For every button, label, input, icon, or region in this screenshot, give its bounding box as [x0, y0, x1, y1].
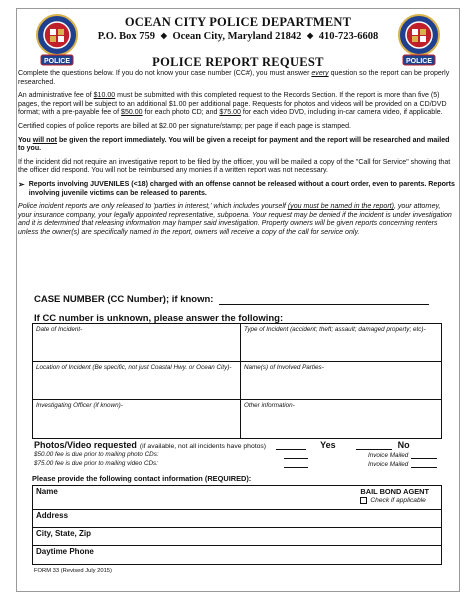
arrow-bullet-icon: ➢ — [18, 179, 25, 189]
grid-row — [33, 362, 441, 400]
grid-row — [33, 400, 441, 438]
badge-text: POLICE — [43, 58, 71, 65]
invoice-mailed-label: Invoice Mailed — [368, 452, 409, 459]
text: every — [311, 70, 329, 77]
form-title: POLICE REPORT REQUEST — [152, 55, 324, 69]
form-header — [97, 15, 379, 70]
text: You — [18, 136, 33, 144]
po-box: P.O. Box 759 — [97, 31, 156, 42]
no-blank[interactable] — [356, 442, 392, 450]
involved-parties-field[interactable]: Name(s) of Involved Parties- — [244, 364, 324, 371]
form-footer: FORM 33 (Revised July 2015) — [34, 568, 112, 574]
instruction-fees — [18, 92, 456, 118]
instruction-p1 — [18, 70, 456, 87]
video-fee-text: $75.00 fee is due prior to mailing video CDs: — [34, 460, 158, 467]
bail-bond-label: BAIL BOND AGENT — [360, 487, 429, 496]
text: for each video DVD, including in-car camera video, if applicable. — [240, 109, 443, 117]
video-fee-blank[interactable] — [284, 460, 308, 468]
incident-info-grid — [32, 323, 442, 439]
instruction-call-for-service: If the incident did not require an investigative report to be filed by the officer, you will be mailed a copy of the "Call for Service" showing that the officer did respond. You will not be reimbursed any monies if a written report was not necessary. — [18, 158, 451, 175]
yes-blank[interactable] — [276, 442, 306, 450]
instruction-juveniles — [18, 181, 456, 198]
photos-label: Photos/Video requested — [34, 440, 137, 450]
bail-bond-checkbox[interactable] — [360, 497, 367, 504]
text: $75.00 — [219, 109, 241, 117]
invoice-mailed-group — [368, 460, 437, 468]
invoice-mailed-group — [368, 451, 437, 459]
bail-bond-agent — [360, 487, 429, 504]
yes-label: Yes — [320, 440, 336, 450]
text: for each photo CD; and — [142, 109, 220, 117]
investigating-officer-field[interactable]: Investigating Officer (if known)- — [33, 400, 241, 438]
case-number-label: CASE NUMBER (CC Number); if known: — [34, 294, 214, 305]
photos-note: (if available, not all incidents have photos) — [139, 443, 267, 450]
text: (you must be named in the report) — [287, 203, 394, 211]
no-label: No — [397, 440, 410, 450]
invoice-mailed-blank[interactable] — [411, 460, 437, 468]
instructions — [18, 70, 456, 243]
contact-info-section — [32, 474, 442, 565]
text: , your attorney, your insurance company, your legally appointed representative, subpoena. Your request may be denied if the incident is under investigation and it is determined that releasing information may hamper said investigation. Property owners will be given reports concerning renters unless the owner(s) are specifically named in the report, owners will receive a copy of the call for service only. — [18, 203, 452, 236]
instruction-certified: Certified copies of police reports are billed at $2.00 per signature/stamp; per page if each page is stamped. — [18, 122, 351, 130]
grid-row — [33, 324, 441, 362]
text: Complete the questions below. If you do not know your case number (CC#), you must answer — [18, 70, 312, 77]
text: be given the report immediately. You will be given a receipt for payment and the report will be researched and mailed to you. — [18, 136, 450, 153]
text: Reports involving JUVENILES (<18) charged with an offense cannot be released without a court order, even to parents. Reports involving juvenile victims can be released to parents. — [28, 180, 455, 197]
city-state-zip-field[interactable] — [33, 528, 441, 546]
video-fee-row — [34, 460, 438, 468]
text: will not — [32, 136, 58, 144]
location-of-incident-field[interactable]: Location of Incident (Be specific, not just Coastal Hwy. or Ocean City)- — [33, 362, 241, 399]
text: $10.00 — [93, 92, 116, 100]
text: $50.00 — [121, 109, 143, 117]
instruction-not-immediate — [18, 137, 456, 154]
check-if-applicable-label: Check if applicable — [370, 497, 426, 504]
photos-video-section — [34, 440, 438, 468]
contact-table — [32, 485, 442, 565]
instruction-parties — [18, 203, 456, 237]
department-address — [97, 31, 379, 42]
photo-fee-row — [34, 451, 438, 459]
case-number-field — [34, 294, 429, 305]
invoice-mailed-label: Invoice Mailed — [368, 461, 409, 468]
type-of-incident-field[interactable]: Type of Incident (accident; theft; assault; damaged property; etc)- — [244, 326, 426, 333]
phone-number: 410-723-6608 — [318, 31, 379, 42]
contact-heading: Please provide the following contact information (REQUIRED): — [32, 474, 252, 483]
photos-request-row — [34, 440, 438, 450]
department-name: OCEAN CITY POLICE DEPARTMENT — [124, 15, 352, 29]
date-of-incident-field[interactable]: Date of Incident- — [33, 324, 241, 361]
name-field[interactable] — [33, 486, 441, 510]
bail-bond-checkbox-row[interactable] — [360, 497, 429, 504]
text: must be submitted with this completed request to the Records Section. If the report is more than five (5) pages, the report will be subject to an additional $1.00 per additional page. Requests for photos and videos will be provided on a CD/DVD format; with a pre-payable fee of — [18, 92, 447, 117]
diamond-icon: ◆ — [307, 31, 314, 40]
police-badge-logo-left — [35, 13, 79, 69]
badge-text: POLICE — [405, 58, 433, 65]
photo-fee-blank[interactable] — [284, 451, 308, 459]
daytime-phone-field[interactable] — [33, 546, 441, 564]
invoice-mailed-blank[interactable] — [411, 451, 437, 459]
unknown-case-heading: If CC number is unknown, please answer the following: — [34, 313, 284, 324]
name-label: Name — [36, 487, 58, 496]
city-state: Ocean City, Maryland 21842 — [172, 31, 302, 42]
case-number-input[interactable] — [219, 296, 429, 305]
daytime-phone-label: Daytime Phone — [36, 547, 94, 556]
city-state-zip-label: City, State, Zip — [36, 529, 91, 538]
diamond-icon: ◆ — [160, 31, 167, 40]
address-label: Address — [36, 511, 69, 520]
other-information-field[interactable]: Other information- — [244, 402, 295, 409]
text: question so the report can be properly researched. — [18, 70, 450, 86]
police-badge-logo-right — [397, 13, 441, 69]
photo-fee-text: $50.00 fee is due prior to mailing photo CDs: — [34, 451, 159, 458]
address-field[interactable] — [33, 510, 441, 528]
text: An administrative fee of — [18, 92, 94, 100]
text: Police incident reports are only released to 'parties in interest,' which includes yourself — [18, 203, 288, 211]
